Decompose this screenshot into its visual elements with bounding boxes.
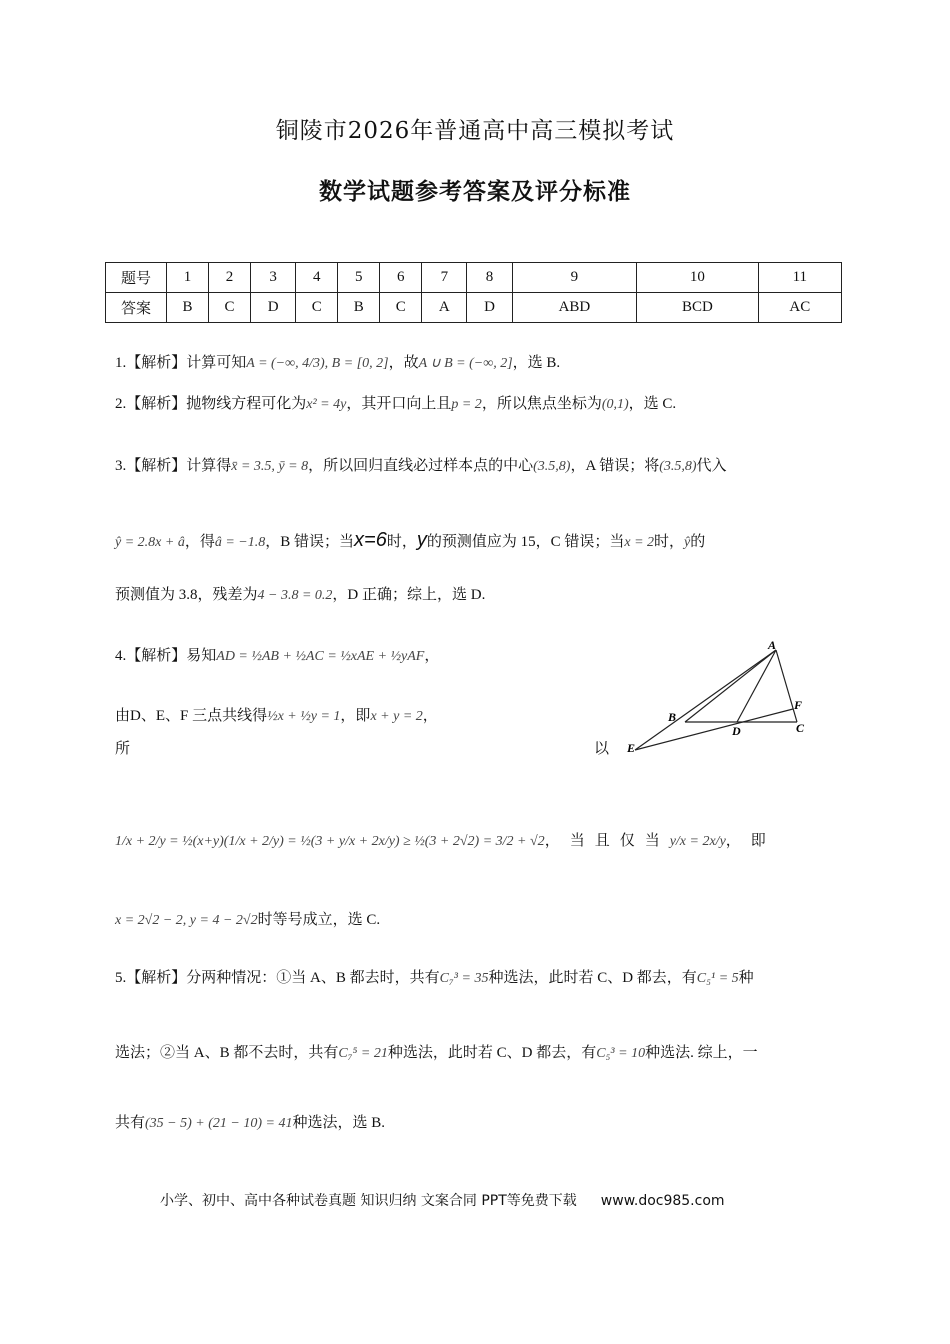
table-cell: 11 <box>758 263 841 293</box>
table-cell: 9 <box>512 263 637 293</box>
footer-text: 小学、初中、高中各种试卷真题 知识归纳 文案合同 PPT等免费下载 <box>160 1193 577 1209</box>
q5-line2 <box>115 1042 835 1065</box>
q2-mid2: ，所以焦点坐标为 <box>481 396 602 412</box>
q3-math-x2: x = 2 <box>624 535 655 550</box>
q3-math-center: (3.5,8) <box>533 459 571 474</box>
figure-line-ad <box>737 650 776 722</box>
q4-text: 时等号成立，选 C. <box>257 912 381 928</box>
q3-line2 <box>115 529 835 554</box>
q3-text: 时， <box>654 534 685 550</box>
q4-math-vector: AD = ½AB + ½AC = ½xAE + ½yAF <box>216 649 425 664</box>
q3-math-y: y <box>416 529 427 551</box>
table-row-answers <box>106 293 842 323</box>
q3-text: ，A 错误；将 <box>570 458 660 474</box>
q3-math-yhat: ŷ <box>684 535 691 550</box>
q3-text: ，所以回归直线必过样本点的中心 <box>308 458 534 474</box>
triangle-figure <box>622 638 822 760</box>
q5-math-c73: C₇³ = 35 <box>439 971 489 986</box>
table-cell: A <box>422 293 467 323</box>
table-cell: B <box>167 293 209 323</box>
q3-math-residual: 4 − 3.8 = 0.2 <box>257 588 333 603</box>
q3-text: ，D 正确；综上，选 D. <box>332 587 486 603</box>
q3-line3 <box>115 584 835 607</box>
q4-line3-right <box>594 738 614 760</box>
q3-text: 预测值为 3.8，残差为 <box>115 587 258 603</box>
q2-mid1: ，其开口向上且 <box>346 396 452 412</box>
q4-math-solution: x = 2√2 − 2, y = 4 − 2√2 <box>115 913 258 928</box>
q3-math-means: x̄ = 3.5, ȳ = 8 <box>231 459 309 474</box>
q4-text: ，即 <box>340 708 371 724</box>
table-cell: 4 <box>296 263 338 293</box>
q2-math-p: p = 2 <box>451 397 482 412</box>
table-cell: D <box>467 293 512 323</box>
q1-mid: ，故 <box>388 355 419 371</box>
q3-prefix: 3.【解析】计算得 <box>115 458 232 474</box>
table-cell: ABD <box>512 293 637 323</box>
table-cell: C <box>380 293 422 323</box>
table-cell: BCD <box>637 293 758 323</box>
q1-solution <box>115 352 835 375</box>
q3-math-center: (3.5,8) <box>659 459 697 474</box>
q4-math-inequality: 1/x + 2/y = ½(x+y)(1/x + 2/y) = ½(3 + y/x + 2x/y) ≥ ½(3 + 2√2) = 3/2 + √2 <box>115 834 545 849</box>
table-cell: 3 <box>251 263 296 293</box>
q5-text: 选法；②当 A、B 都不去时，共有 <box>115 1045 339 1061</box>
footer <box>160 1190 725 1210</box>
q4-math-equality: y/x = 2x/y <box>669 834 726 849</box>
q3-text: 时， <box>386 534 417 550</box>
table-cell: 6 <box>380 263 422 293</box>
q5-math-c75: C₇⁵ = 21 <box>338 1046 388 1061</box>
q4-math-sum: x + y = 2 <box>370 709 423 724</box>
figure-line-ab <box>685 650 776 722</box>
q3-math-x6: x=6 <box>354 529 387 551</box>
q3-text: ，得 <box>184 534 215 550</box>
q4-text: 以 <box>594 741 610 757</box>
table-cell: 7 <box>422 263 467 293</box>
table-cell: 5 <box>338 263 380 293</box>
q4-prefix2: 由D、E、F 三点共线得 <box>115 708 268 724</box>
q3-text: 的 <box>690 534 706 550</box>
q5-line1 <box>115 967 835 990</box>
q4-line4 <box>115 830 835 853</box>
q4-prefix: 4.【解析】易知 <box>115 648 217 664</box>
q1-math-union: A ∪ B = (−∞, 2] <box>418 356 513 371</box>
q2-math-focus: (0,1) <box>601 397 629 412</box>
table-cell: 2 <box>209 263 251 293</box>
figure-line-ea <box>635 650 776 750</box>
q4-line5 <box>115 909 835 932</box>
figure-line-ef <box>635 709 793 750</box>
q2-solution <box>115 393 835 416</box>
q3-math-ahat: â = −1.8 <box>214 535 266 550</box>
q2-math-parabola: x² = 4y <box>306 397 347 412</box>
page-subtitle: 数学试题参考答案及评分标准 <box>319 178 631 205</box>
q5-text: 种选法，选 B. <box>292 1115 385 1131</box>
figure-label-b: B <box>668 710 677 724</box>
q5-text: 种选法，此时若 C、D 都去，有 <box>387 1045 597 1061</box>
page-title: 铜陵市2026年普通高中高三模拟考试 <box>275 118 675 144</box>
q4-text: ， <box>422 708 438 724</box>
q5-math-c51: C₅¹ = 5 <box>696 971 739 986</box>
table-cell: D <box>251 293 296 323</box>
table-cell: B <box>338 293 380 323</box>
q5-text: 种 <box>738 970 754 986</box>
q3-text: 的预测值应为 15，C 错误；当 <box>426 534 625 550</box>
footer-url-link[interactable]: www.doc985.com <box>600 1193 725 1209</box>
q4-text: 所 <box>115 741 131 757</box>
figure-label-c: C <box>796 721 805 735</box>
table-cell: C <box>209 293 251 323</box>
q5-math-total: (35 − 5) + (21 − 10) = 41 <box>145 1116 293 1131</box>
q5-text: 种选法，此时若 C、D 都去，有 <box>488 970 697 986</box>
q3-line1 <box>115 455 835 478</box>
q3-math-regression: ŷ = 2.8x + â <box>115 535 185 550</box>
figure-label-f: F <box>794 698 803 712</box>
q4-text: ， <box>424 648 440 664</box>
table-header-answer: 答案 <box>106 293 167 323</box>
table-cell: AC <box>758 293 841 323</box>
table-row-numbers <box>106 263 842 293</box>
q2-end: ，选 C. <box>628 396 677 412</box>
figure-label-d: D <box>732 724 741 738</box>
table-cell: 1 <box>167 263 209 293</box>
table-cell: 8 <box>467 263 512 293</box>
table-cell: 10 <box>637 263 758 293</box>
q4-math-collinear: ½x + ½y = 1 <box>267 709 341 724</box>
q5-text: 5.【解析】分两种情况：①当 A、B 都去时，共有 <box>115 970 440 986</box>
q3-text: ，B 错误；当 <box>265 534 355 550</box>
q5-math-c53: C₅³ = 10 <box>596 1046 646 1061</box>
q3-text: 代入 <box>696 458 727 474</box>
q5-text: 种选法. 综上，一 <box>645 1045 758 1061</box>
q4-text: ，当且仅当 <box>544 833 670 849</box>
q1-math-sets: A = (−∞, 4/3), B = [0, 2] <box>246 356 389 371</box>
answer-table <box>105 262 842 323</box>
table-header-number: 题号 <box>106 263 167 293</box>
table-cell: C <box>296 293 338 323</box>
q5-text: 共有 <box>115 1115 146 1131</box>
figure-label-e: E <box>627 741 636 755</box>
figure-label-a: A <box>768 638 777 652</box>
q5-line3 <box>115 1112 835 1135</box>
q4-text: ，即 <box>725 833 776 849</box>
q1-prefix: 1.【解析】计算可知 <box>115 355 247 371</box>
q1-end: ，选 B. <box>512 355 561 371</box>
q2-prefix: 2.【解析】抛物线方程可化为 <box>115 396 307 412</box>
